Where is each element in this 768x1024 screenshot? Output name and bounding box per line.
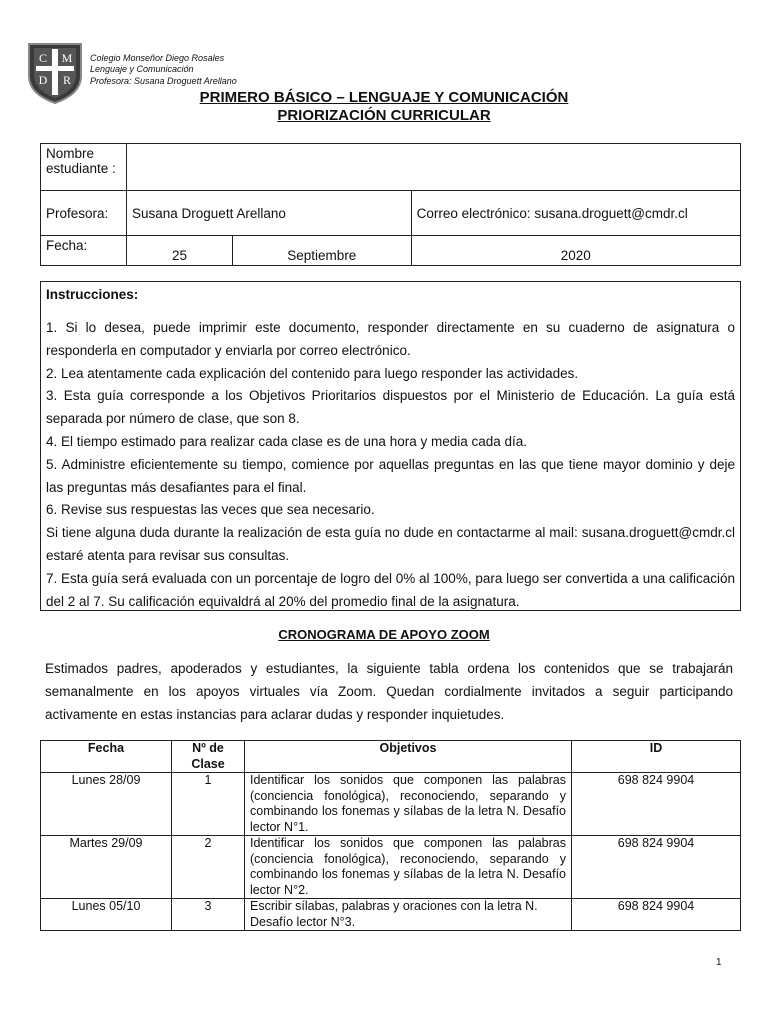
school-name: Colegio Monseñor Diego Rosales [90, 53, 225, 63]
row-fecha: Lunes 05/10 [41, 899, 172, 931]
row-objetivo: Identificar los sonidos que componen las palabras (conciencia fonológica), reconociendo, separando y combinando los fonemas y sílabas de la letra N. Desafío lector N°1. [245, 773, 572, 836]
instruction-item: 6. Revise sus respuestas las veces que sea necesario. [46, 502, 375, 518]
row-fecha: Lunes 28/09 [41, 773, 172, 836]
logo-letter: M [61, 51, 73, 65]
instruction-item: 4. El tiempo estimado para realizar cada clase es de una hora y media cada día. [46, 433, 528, 449]
instructions-box [40, 281, 741, 611]
table-row [41, 899, 741, 931]
instruction-item: 5. Administre eficientemente su tiempo, comience por aquellas preguntas en las que tiene mayor dominio y deje las preguntas más desafiantes para el final. [46, 456, 735, 495]
page-title: PRIMERO BÁSICO – LENGUAJE Y COMUNICACIÓN [199, 89, 569, 106]
instruction-item: 2. Lea atentamente cada explicación del contenido para luego responder las actividades. [46, 365, 579, 381]
instruction-item: 7. Esta guía será evaluada con un porcentaje de logro del 0% al 100%, para luego ser convertida a una calificación del 2 al 7. Su calificación equivaldrá al 20% del promedio final de la asignatura. [46, 570, 735, 609]
teacher-line: Profesora: Susana Droguett Arellano [90, 76, 237, 86]
table-row [41, 773, 741, 836]
schedule-table [40, 740, 741, 931]
col-header-clase: Nº de Clase [172, 741, 245, 773]
row-fecha: Martes 29/09 [41, 836, 172, 899]
logo-letter: D [38, 73, 48, 87]
row-objetivo-text: Desafío lector N°3. [250, 914, 356, 929]
date-year: 2020 [411, 236, 740, 266]
row-objetivo-text: Escribir sílabas, palabras y oraciones con la letra N. [250, 899, 538, 913]
student-name-field[interactable] [127, 144, 741, 191]
row-id: 698 824 9904 [572, 836, 741, 899]
row-clase: 2 [172, 836, 245, 899]
page-number: 1 [716, 957, 722, 968]
date-label: Fecha: [41, 236, 127, 266]
table-row [41, 836, 741, 899]
teacher-label: Profesora: [41, 191, 127, 236]
col-header-id: ID [572, 741, 741, 773]
instruction-item: Si tiene alguna duda durante la realización de esta guía no dude en contactarme al mail: susana.droguett@cmdr.cl estaré atenta para revisar sus consultas. [46, 525, 735, 563]
teacher-value: Susana Droguett Arellano [127, 191, 412, 236]
instruction-item: 1. Si lo desea, puede imprimir este documento, responder directamente en su cuaderno de asignatura o responderla en computador y enviarla por correo electrónico. [46, 320, 735, 358]
logo-letter: C [38, 51, 48, 65]
col-header-objetivos: Objetivos [245, 741, 572, 773]
page-subtitle: PRIORIZACIÓN CURRICULAR [277, 107, 491, 124]
row-objetivo: Identificar los sonidos que componen las palabras (conciencia fonológica), reconociendo, separando y combinando los fonemas y sílabas de la letra N. Desafío lector N°2. [245, 836, 572, 899]
date-month: Septiembre [233, 236, 412, 266]
row-id: 698 824 9904 [572, 773, 741, 836]
logo-letter: R [62, 73, 72, 87]
schedule-intro: Estimados padres, apoderados y estudiantes, la siguiente tabla ordena los contenidos que se trabajarán semanalmente en los apoyos virtuales vía Zoom. Quedan cordialmente invitados a seguir participando activamente en estas instancias para aclarar dudas y responder inquietudes. [45, 661, 733, 722]
instruction-item: 3. Esta guía corresponde a los Objetivos Prioritarios dispuestos por el Ministerio de Educación. La guía está separada por número de clase, que son 8. [46, 388, 735, 427]
row-id: 698 824 9904 [572, 899, 741, 931]
row-clase: 1 [172, 773, 245, 836]
col-header-fecha: Fecha [41, 741, 172, 773]
instructions-heading: Instrucciones: [46, 287, 139, 302]
row-objetivo [245, 899, 572, 931]
row-clase: 3 [172, 899, 245, 931]
student-info-table [40, 143, 741, 266]
schedule-title: CRONOGRAMA DE APOYO ZOOM [278, 627, 490, 642]
date-day: 25 [127, 236, 233, 266]
email-value: Correo electrónico: susana.droguett@cmdr.cl [411, 191, 740, 236]
student-name-label: Nombre estudiante : [41, 144, 127, 191]
subject-name: Lenguaje y Comunicación [90, 64, 194, 74]
